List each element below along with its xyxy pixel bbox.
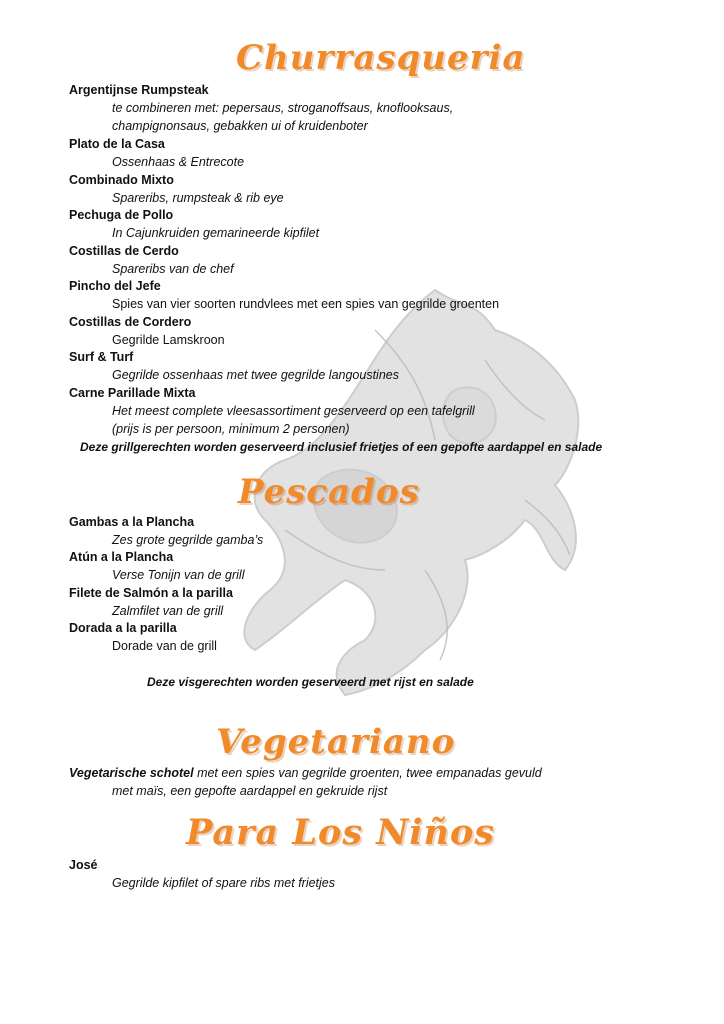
- menu-item-description: Het meest complete vleesassortiment geserveerd op een tafelgrill: [112, 404, 475, 418]
- menu-item-description: Spareribs van de chef: [112, 262, 234, 276]
- menu-item-description: champignonsaus, gebakken ui of kruidenboter: [112, 119, 368, 133]
- menu-item-description: Verse Tonijn van de grill: [112, 568, 245, 582]
- menu-item-description: Gegrilde Lamskroon: [112, 333, 225, 347]
- menu-item-description: Spies van vier soorten rundvlees met een spies van gegrilde groenten: [112, 297, 500, 311]
- menu-item-description: Ossenhaas & Entrecote: [112, 155, 245, 169]
- menu-item-name: Dorada a la parilla: [69, 621, 177, 635]
- menu-item-name: Pechuga de Pollo: [69, 208, 174, 222]
- menu-item-description: te combineren met: pepersaus, stroganoffsaus, knoflooksaus,: [112, 101, 454, 115]
- menu-item-description: met maïs, een gepofte aardappel en gekruide rijst: [112, 784, 388, 798]
- menu-item-description: Dorade van de grill: [112, 639, 217, 653]
- pescados-note: Deze visgerechten worden geserveerd met rijst en salade: [147, 675, 474, 689]
- churrasqueria-heading: Churrasqueria: [236, 38, 526, 78]
- menu-item-name: Surf & Turf: [69, 350, 134, 364]
- menu-item-name: Carne Parillade Mixta: [69, 386, 196, 400]
- menu-item-description: Zalmfilet van de grill: [112, 604, 224, 618]
- menu-item-name: Pincho del Jefe: [69, 279, 161, 293]
- menu-item-name: Filete de Salmón a la parilla: [69, 586, 233, 600]
- menu-item-description: Gegrilde ossenhaas met twee gegrilde langoustines: [112, 368, 399, 382]
- menu-item-name: Argentijnse Rumpsteak: [69, 83, 209, 97]
- menu-item-description: Spareribs, rumpsteak & rib eye: [112, 191, 284, 205]
- pescados-heading: Pescados: [238, 472, 420, 512]
- menu-item-name: Combinado Mixto: [69, 173, 174, 187]
- menu-item-description: Zes grote gegrilde gamba’s: [112, 533, 264, 547]
- menu-item-name: Gambas a la Plancha: [69, 515, 195, 529]
- churrasqueria-note: Deze grillgerechten worden geserveerd inclusief frietjes of een gepofte aardappel en salade: [80, 440, 603, 454]
- menu-item-name: José: [69, 858, 98, 872]
- menu-item-description: In Cajunkruiden gemarineerde kipfilet: [112, 226, 320, 240]
- menu-item-name: Plato de la Casa: [69, 137, 165, 151]
- menu-item-name: Costillas de Cordero: [69, 315, 192, 329]
- menu-item-description: met een spies van gegrilde groenten, twee empanadas gevuld: [193, 766, 542, 780]
- menu-item-description: (prijs is per persoon, minimum 2 personen): [112, 422, 350, 436]
- menu-item-name: Costillas de Cerdo: [69, 244, 179, 258]
- menu-item-name: Atún a la Plancha: [69, 550, 174, 564]
- vegetarian-item-line: [69, 765, 542, 781]
- menu-item-name: Vegetarische schotel: [69, 766, 194, 780]
- ninos-heading: Para Los Niños: [186, 812, 495, 853]
- menu-item-description: Gegrilde kipfilet of spare ribs met frietjes: [112, 876, 336, 890]
- vegetariano-heading: Vegetariano: [216, 722, 456, 762]
